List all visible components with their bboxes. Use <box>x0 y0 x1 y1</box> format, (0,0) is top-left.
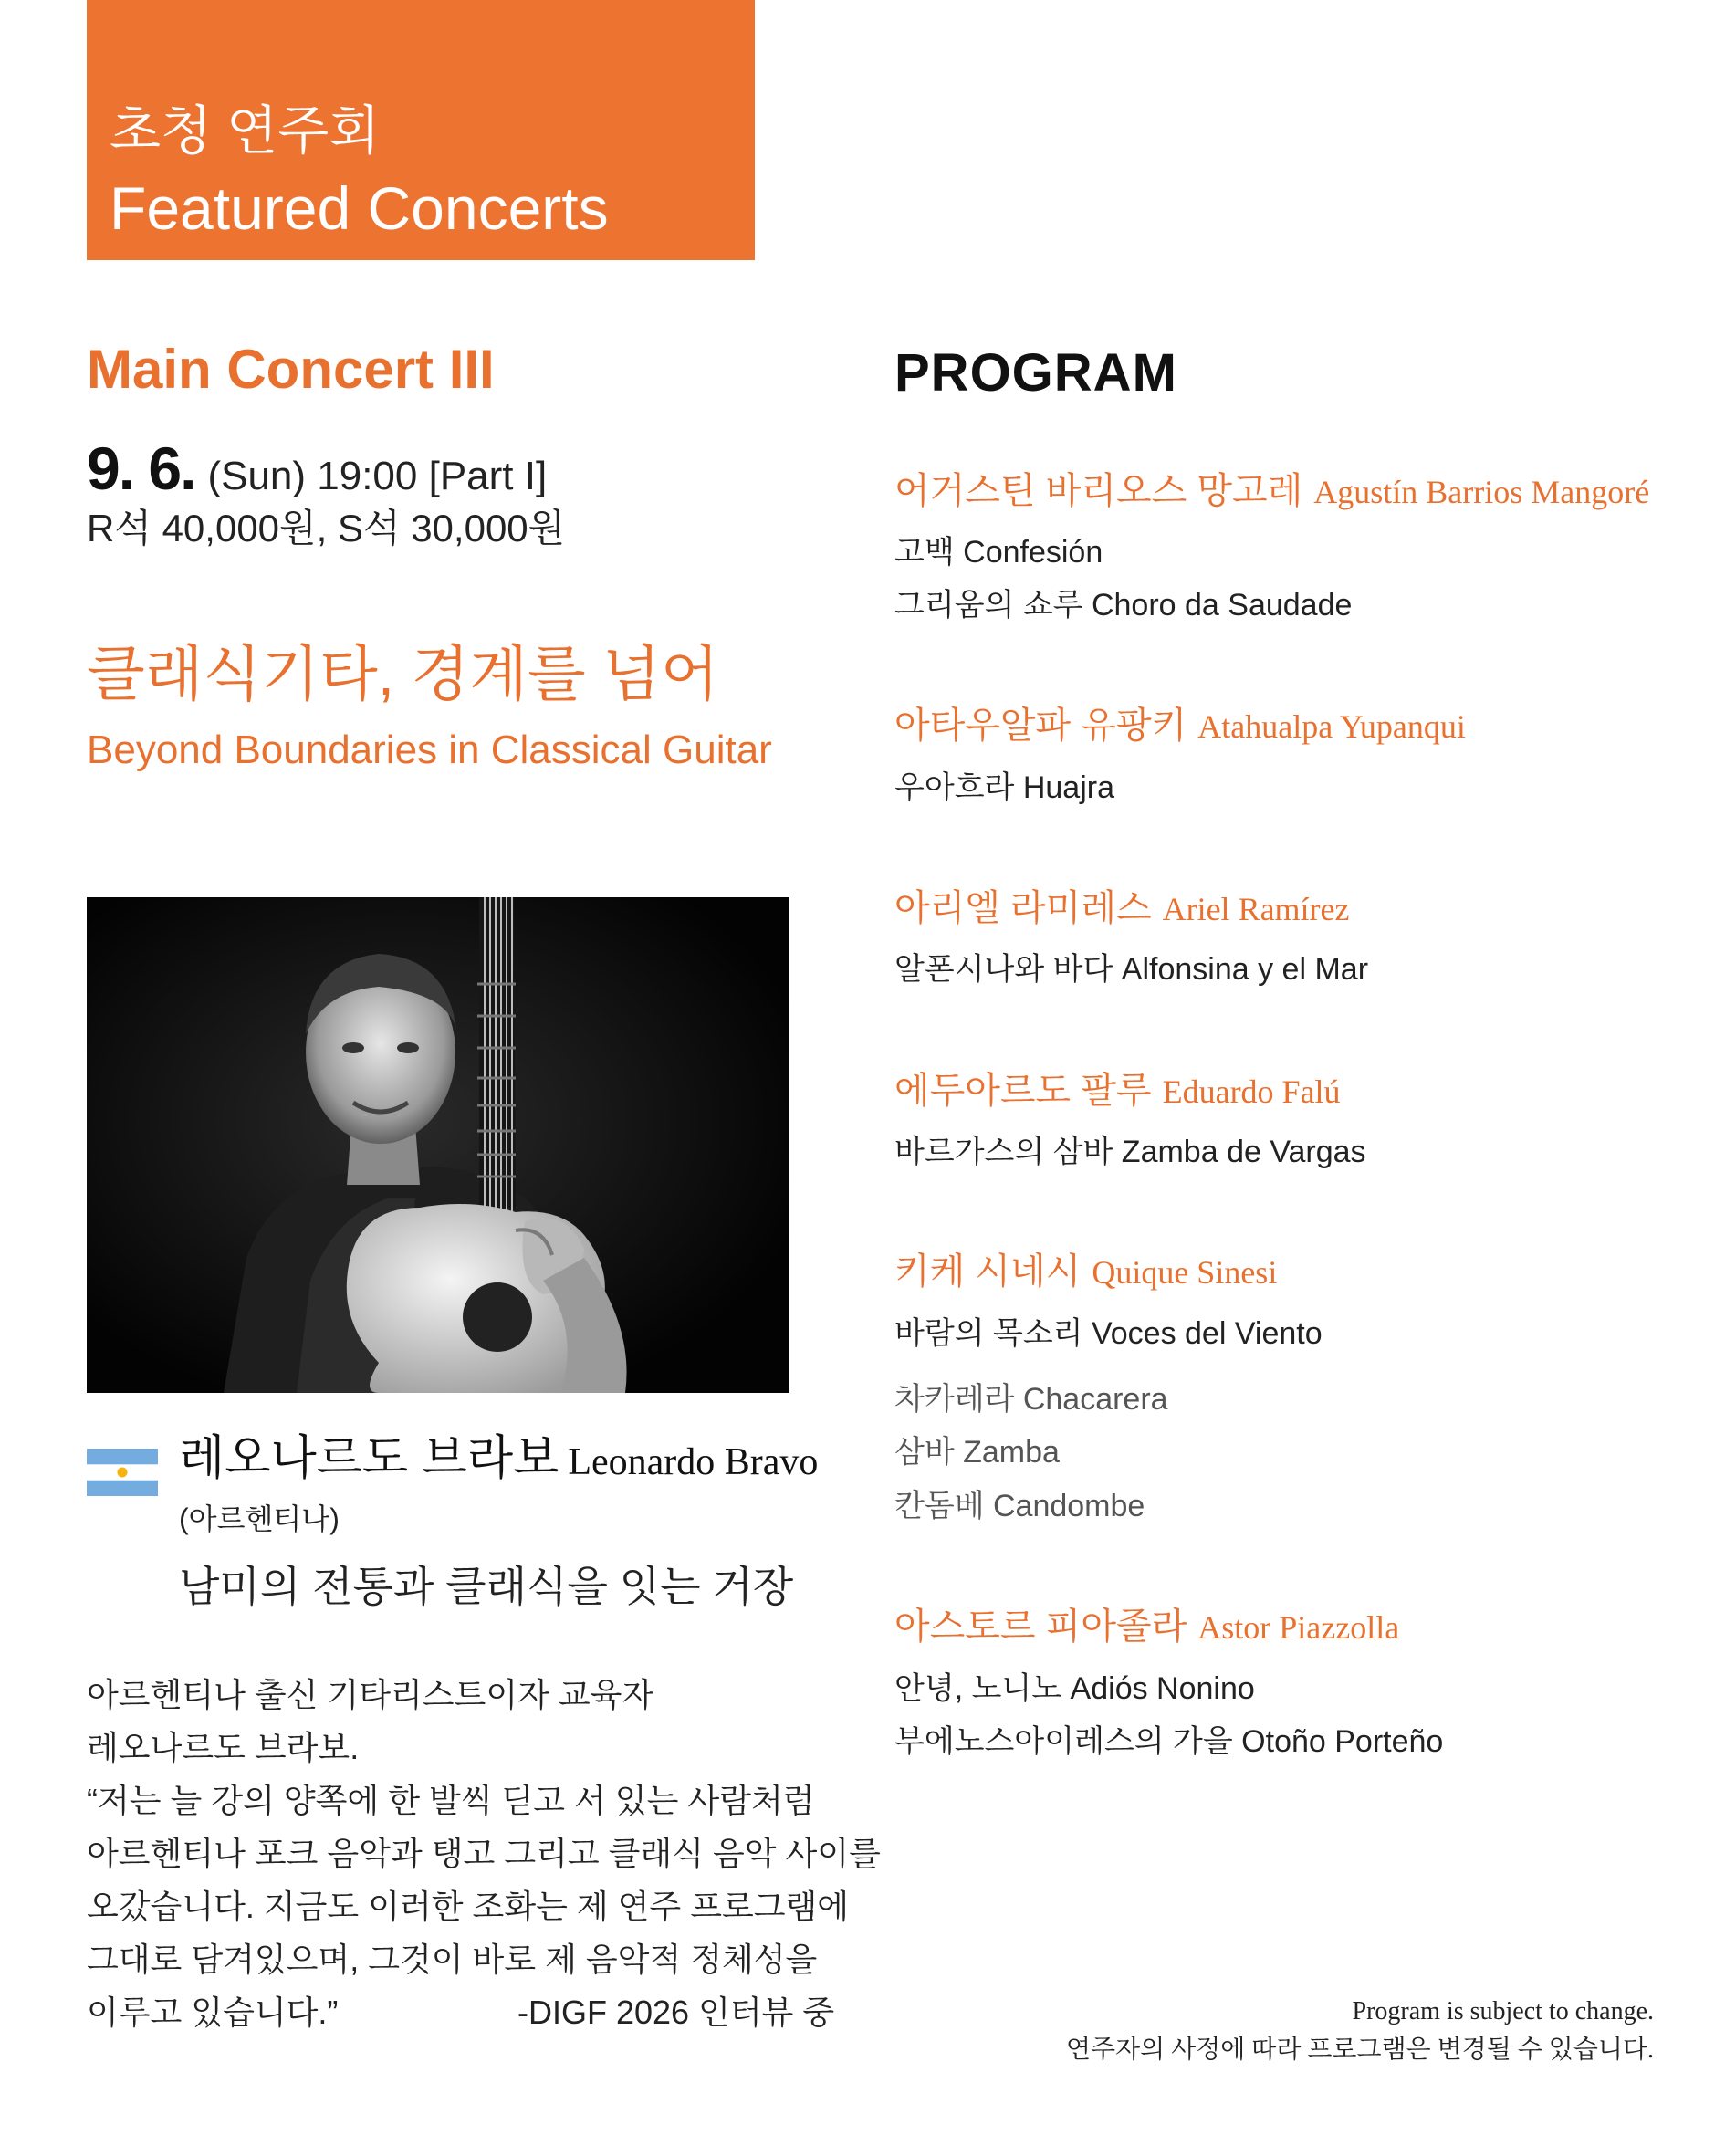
ticket-price: R석 40,000원, S석 30,000원 <box>87 507 566 549</box>
program-piece: 바르가스의 삼바 Zamba de Vargas <box>894 1135 1366 1169</box>
performer-name <box>179 1432 819 1485</box>
concert-theme-en: Beyond Boundaries in Classical Guitar <box>87 727 772 772</box>
bio-line-last <box>87 1986 835 2039</box>
argentina-flag-icon <box>87 1449 158 1496</box>
composer-heading <box>894 1073 1341 1109</box>
composer-name-ko: 아리엘 라미레스 <box>894 888 1152 928</box>
program-piece: 안녕, 노니노 Adiós Nonino <box>894 1671 1255 1706</box>
concert-date-line <box>87 434 548 502</box>
performer-name-en: Leonardo Bravo <box>568 1441 819 1483</box>
program-piece: 그리움의 쇼루 Choro da Saudade <box>894 588 1353 623</box>
program-piece: 알폰시나와 바다 Alfonsina y el Mar <box>894 952 1369 987</box>
header-banner <box>87 0 755 260</box>
bio-source: -DIGF 2026 인터뷰 중 <box>518 1994 835 2031</box>
program-notes <box>1066 1999 1654 2063</box>
program-piece: 부에노스아이레스의 가을 Otoño Porteño <box>894 1724 1444 1759</box>
portrait-illustration <box>87 897 789 1393</box>
bio-line: 이루고 있습니다.” <box>87 1994 339 2031</box>
composer-heading <box>894 1608 1399 1645</box>
performer-country: (아르헨티나) <box>179 1502 340 1535</box>
header-title-ko: 초청 연주회 <box>110 101 381 161</box>
program-heading: PROGRAM <box>894 343 1177 403</box>
composer-name-ko: 아스토르 피아졸라 <box>894 1607 1187 1647</box>
program-sub-piece: 칸돔베 Candombe <box>894 1489 1145 1523</box>
composer-name-en: Atahualpa Yupanqui <box>1197 708 1466 745</box>
composer-heading <box>894 890 1350 926</box>
composer-name-en: Agustín Barrios Mangoré <box>1313 474 1650 510</box>
composer-name-en: Quique Sinesi <box>1092 1254 1278 1291</box>
composer-name-ko: 어거스틴 바리오스 망고레 <box>894 471 1303 511</box>
concert-title: Main Concert III <box>87 339 495 400</box>
program-piece: 바람의 목소리 Voces del Viento <box>894 1316 1322 1351</box>
performer-name-ko: 레오나르도 브라보 <box>179 1432 559 1485</box>
composer-name-en: Eduardo Falú <box>1162 1073 1341 1110</box>
composer-name-en: Astor Piazzolla <box>1197 1609 1400 1646</box>
header-title-en: Featured Concerts <box>110 174 609 242</box>
concert-theme-ko: 클래식기타, 경계를 넘어 <box>87 640 719 707</box>
bio-line: 그대로 담겨있으며, 그것이 바로 제 음악적 정체성을 <box>87 1941 818 1978</box>
performer-bio <box>87 1669 881 2039</box>
program-change-note-en: Program is subject to change. <box>1352 1997 1654 2025</box>
composer-name-ko: 아타우알파 유팡키 <box>894 706 1187 746</box>
composer-name-ko: 에두아르도 팔루 <box>894 1071 1152 1111</box>
bio-line: 레오나르도 브라보. <box>87 1729 360 1766</box>
program-piece: 고백 Confesión <box>894 535 1103 570</box>
performer-tagline: 남미의 전통과 클래식을 잇는 거장 <box>179 1563 794 1610</box>
concert-time: (Sun) 19:00 [Part I] <box>207 454 548 498</box>
composer-heading <box>894 1253 1277 1290</box>
bio-line: 오갔습니다. 지금도 이러한 조화는 제 연주 프로그램에 <box>87 1888 850 1925</box>
composer-heading <box>894 707 1466 744</box>
concert-date: 9. 6. <box>87 434 195 502</box>
bio-line: 아르헨티나 출신 기타리스트이자 교육자 <box>87 1676 654 1713</box>
composer-name-ko: 키케 시네시 <box>894 1251 1082 1292</box>
guitarist-portrait-photo <box>87 897 789 1393</box>
program-sub-piece: 차카레라 Chacarera <box>894 1382 1168 1417</box>
composer-name-en: Ariel Ramírez <box>1162 891 1350 927</box>
program-piece: 우아흐라 Huajra <box>894 770 1114 805</box>
program-sub-piece: 삼바 Zamba <box>894 1435 1060 1470</box>
program-change-note-ko: 연주자의 사정에 따라 프로그램은 변경될 수 있습니다. <box>1065 2036 1654 2064</box>
bio-line: 아르헨티나 포크 음악과 탱고 그리고 클래식 음악 사이를 <box>87 1835 881 1872</box>
bio-line: “저는 늘 강의 양쪽에 한 발씩 딛고 서 있는 사람처럼 <box>87 1782 815 1819</box>
composer-heading <box>894 473 1649 509</box>
